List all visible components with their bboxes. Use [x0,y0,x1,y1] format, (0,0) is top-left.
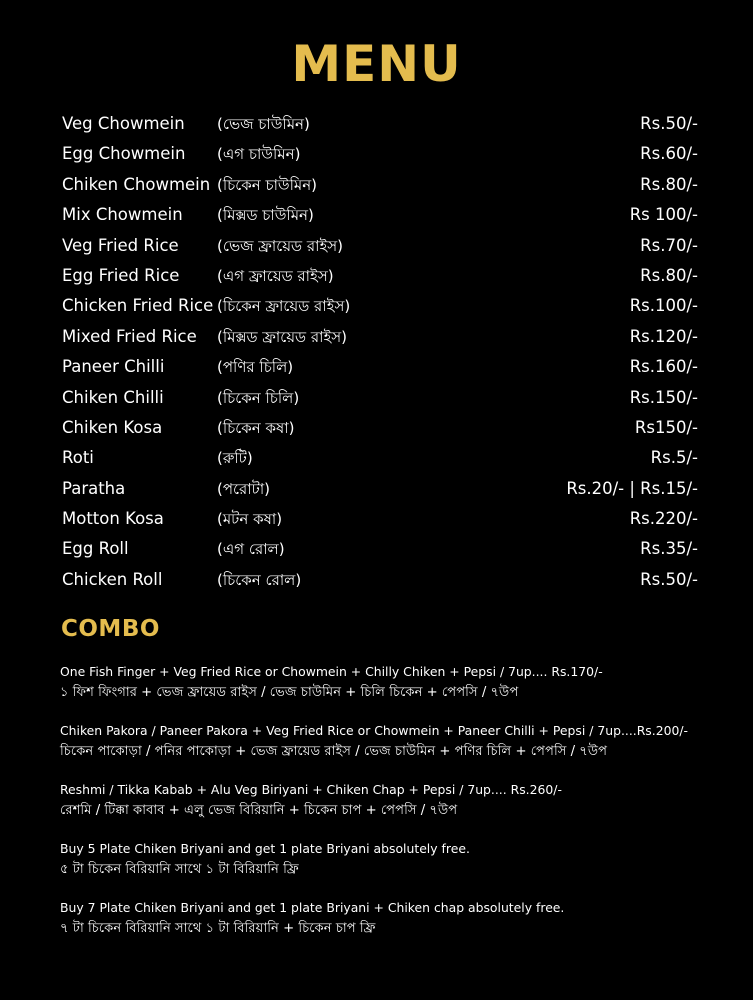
menu-item-price: Rs 100/- [629,205,698,225]
combo-local-description: রেশমি / টিক্কা কাবাব + এলু ভেজ বিরিয়ানি + চিকেন চাপ + পেপসি / ৭উপ [60,803,458,818]
menu-item-local-name: (মটন কষা) [217,510,283,529]
combo-description: Buy 7 Plate Chiken Briyani and get 1 plate Briyani + Chiken chap absolutely free. [60,900,565,915]
menu-item-local-name: (ভেজ চাউমিন) [217,115,310,133]
menu-item-name: Chiken Kosa [62,417,163,437]
menu-item-price: Rs.70/- [640,235,698,255]
menu-item-price: Rs.50/- [640,569,698,589]
menu-item [62,352,698,382]
combo-description: Reshmi / Tikka Kabab + Alu Veg Biriyani + Chiken Chap + Pepsi / 7up.... Rs.260/- [60,782,562,797]
menu-item-price: Rs150/- [634,417,698,437]
menu-item-price: Rs.35/- [640,539,698,559]
menu-item-local-name: (রুটি) [217,449,253,468]
menu-item-name: Veg Fried Rice [62,235,179,255]
menu-item-name: Paneer Chilli [62,357,165,377]
menu-item-name: Egg Fried Rice [62,265,180,285]
menu-item-name: Mix Chowmein [62,205,183,225]
menu-item [62,504,698,534]
menu-item [62,534,698,564]
menu-item-price: Rs.20/- | Rs.15/- [566,478,698,498]
menu-item-price: Rs.80/- [640,265,698,285]
combo-item [60,662,720,704]
menu-item-price: Rs.220/- [629,509,698,529]
menu-item [62,170,698,200]
menu-item-local-name: (চিকেন চাউমিন) [217,175,318,194]
combo-item [60,780,720,822]
menu-item-price: Rs.100/- [629,296,698,316]
combo-description: Buy 5 Plate Chiken Briyani and get 1 plate Briyani absolutely free. [60,841,470,856]
combo-item [60,721,720,763]
menu-item [62,261,698,291]
menu-item [62,231,698,261]
menu-item-price: Rs.160/- [629,357,698,377]
menu-item-local-name: (পরোটা) [217,479,271,498]
menu-item [62,109,698,139]
menu-item-name: Veg Chowmein [62,114,185,133]
menu-item-name: Egg Roll [62,539,129,559]
combo-description: One Fish Finger + Veg Fried Rice or Chowmein + Chilly Chiken + Pepsi / 7up.... Rs.170/- [60,664,603,679]
combo-local-description: ৫ টা চিকেন বিরিয়ানি সাথে ১ টা বিরিয়ানি ফ্রি [60,862,299,877]
menu-item [62,139,698,169]
menu-item-name: Mixed Fried Rice [62,326,197,346]
menu-item-price: Rs.5/- [650,448,698,468]
menu-item [62,322,698,352]
combo-item [60,839,720,881]
menu-item-name: Chiken Chilli [62,387,164,407]
menu-item-local-name: (মিক্সড ফ্রায়েড রাইস) [217,327,348,346]
menu-item-name: Chicken Fried Rice [62,296,214,316]
menu-item-price: Rs.50/- [640,114,698,133]
menu-item [62,474,698,504]
menu-item [62,413,698,443]
menu-item-local-name: (চিকেন রোল) [217,570,302,589]
menu-item-price: Rs.60/- [640,144,698,164]
combo-item [60,898,720,940]
menu-item [62,291,698,321]
menu-item-price: Rs.150/- [629,387,698,407]
menu-item-price: Rs.80/- [640,174,698,194]
menu-item [62,200,698,230]
combo-local-description: ৭ টা চিকেন বিরিয়ানি সাথে ১ টা বিরিয়ানি + চিকেন চাপ ফ্রি [60,921,376,936]
menu-item [62,565,698,595]
menu-item-price: Rs.120/- [629,326,698,346]
menu-item [62,383,698,413]
menu-item-local-name: (এগ চাউমিন) [217,145,301,164]
menu-item-name: Chiken Chowmein [62,174,211,194]
menu-item-local-name: (মিক্সড চাউমিন) [217,206,314,225]
menu-item-name: Egg Chowmein [62,144,186,164]
menu-item-local-name: (চিকেন কষা) [217,418,295,437]
menu-item-local-name: (এগ রোল) [217,540,285,559]
menu-item-local-name: (ভেজ ফ্রায়েড রাইস) [217,236,344,255]
menu-title: MENU [291,35,462,93]
combo-heading: COMBO [61,616,160,642]
combo-list [60,662,720,957]
menu-item [62,443,698,473]
combo-local-description: চিকেন পাকোড়া / পনির পাকোড়া + ভেজ ফ্রায়েড রাইস / ভেজ চাউমিন + পণির চিলি + পেপসি / ৭উপ [60,744,608,759]
menu-list [62,109,698,595]
menu-item-name: Motton Kosa [62,509,164,529]
menu-item-local-name: (এগ ফ্রায়েড রাইস) [217,266,334,285]
menu-item-name: Chicken Roll [62,569,163,589]
menu-item-name: Paratha [62,478,126,498]
menu-item-name: Roti [62,448,94,468]
combo-local-description: ১ ফিশ ফিংগার + ভেজ ফ্রায়েড রাইস / ভেজ চাউমিন + চিলি চিকেন + পেপসি / ৭উপ [60,685,519,700]
menu-item-local-name: (চিকেন ফ্রায়েড রাইস) [217,297,351,316]
combo-description: Chiken Pakora / Paneer Pakora + Veg Fried Rice or Chowmein + Paneer Chilli + Pepsi / 7up....Rs.200/- [60,723,688,738]
menu-item-local-name: (পণির চিলি) [217,358,294,377]
menu-item-local-name: (চিকেন চিলি) [217,388,300,407]
